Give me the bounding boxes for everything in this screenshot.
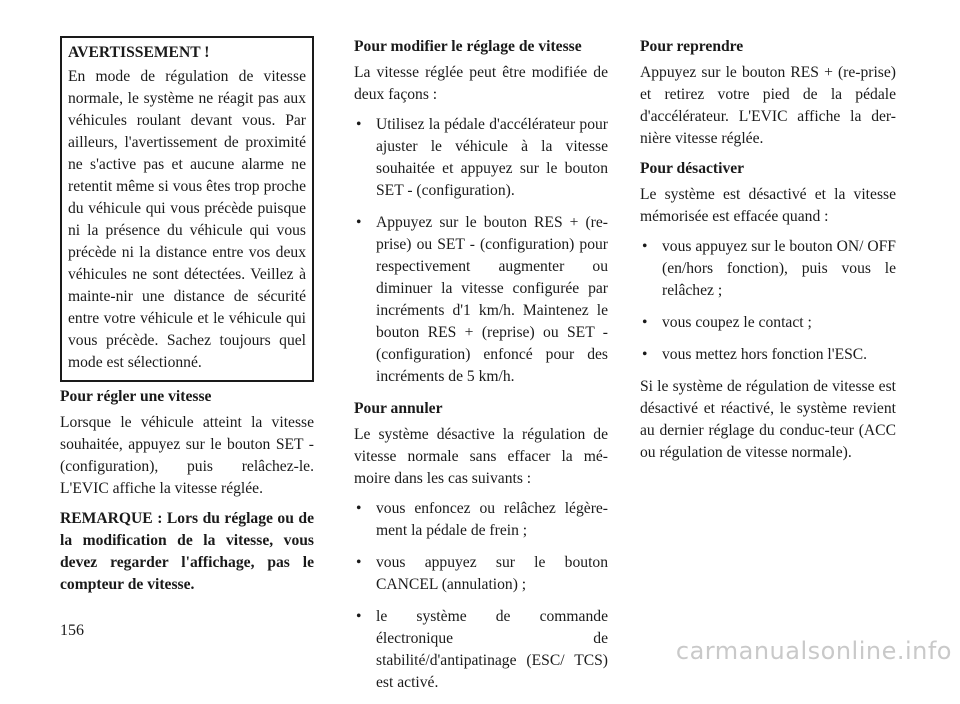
bullet-icon: • (356, 116, 362, 133)
list-item: • vous enfoncez ou relâchez légère-ment la pédale de frein ; (356, 500, 608, 539)
list-item: • Utilisez la pédale d'accélérateur pour ajuster le véhicule à la vitesse souhaitée et appuyez sur le bouton SET - (configuration). (356, 116, 608, 199)
modify-intro: La vitesse réglée peut être modifiée de deux façons : (354, 64, 608, 103)
bullet-icon: • (356, 608, 362, 625)
list-item: • vous appuyez sur le bouton CANCEL (annulation) ; (356, 554, 608, 593)
cancel-heading: Pour annuler (354, 400, 443, 417)
warning-title: AVERTISSEMENT ! (68, 44, 210, 61)
list-item: • le système de commande électronique de stabilité/d'antipatinage (ESC/ TCS) est activé. (356, 608, 608, 691)
list-item: • Appuyez sur le bouton RES + (re-prise) ou SET - (configuration) pour respectivement augmenter ou diminuer la vitesse configurée par incréments d'1 km/h. Maintenez le bouton RES + (reprise) ou SET - (configuration) enfoncé pour des incréments de 5 km/h. (356, 214, 608, 385)
page-number: 156 (60, 622, 84, 639)
resume-heading: Pour reprendre (640, 38, 744, 55)
set-speed-heading: Pour régler une vitesse (60, 388, 212, 405)
list-item: • vous coupez le contact ; (640, 312, 896, 334)
column-middle (354, 36, 608, 704)
list-item: • vous mettez hors fonction l'ESC. (640, 344, 896, 366)
deactivate-list (640, 236, 896, 366)
set-speed-note: REMARQUE : Lors du réglage ou de la modification de la vitesse, vous devez regarder l'affichage, pas le compteur de vitesse. (60, 510, 314, 593)
column-right (640, 36, 896, 472)
warning-text: En mode de régulation de vitesse normale, le système ne réagit pas aux véhicules roulant devant vous. Par ailleurs, l'avertissement de proximité ne s'active pas et aucune alarme ne retentit même si vous êtes trop proche du véhicule qui vous précède puisque ni la présence du véhicule qui vous précède ni la distance entre vos deux véhicules ne sont détectées. Veillez à mainte-nir une distance de sécurité entre votre véhicule et le véhicule qui vous précède. Sachez toujours quel mode est sélectionné. (68, 68, 306, 371)
set-speed-text: Lorsque le véhicule atteint la vitesse souhaitée, appuyez sur le bouton SET - (configuration), puis relâchez-le. L'EVIC affiche la vitesse réglée. (60, 414, 314, 497)
resume-text: Appuyez sur le bouton RES + (re-prise) et retirez votre pied de la pédale d'accélérateur. L'EVIC affiche la der-nière vitesse réglée. (640, 64, 896, 147)
warning-box (60, 36, 314, 382)
bullet-icon: • (356, 554, 362, 571)
deactivate-closing: Si le système de régulation de vitesse est désactivé et réactivé, le système revient au dernier réglage du conduc-teur (ACC ou régulation de vitesse normale). (640, 378, 896, 461)
bullet-icon: • (642, 346, 648, 363)
deactivate-intro: Le système est désactivé et la vitesse mémorisée est effacée quand : (640, 186, 896, 225)
cancel-intro: Le système désactive la régulation de vitesse normale sans effacer la mé-moire dans les cas suivants : (354, 426, 608, 487)
deactivate-heading: Pour désactiver (640, 160, 745, 177)
column-left (60, 36, 314, 596)
modify-heading: Pour modifier le réglage de vitesse (354, 38, 582, 55)
list-item: • vous appuyez sur le bouton ON/ OFF (en/hors fonction), puis vous le relâchez ; (642, 238, 896, 299)
bullet-icon: • (356, 500, 362, 517)
bullet-icon: • (642, 238, 648, 255)
bullet-icon: • (356, 214, 362, 231)
modify-list (354, 114, 608, 388)
cancel-list (354, 498, 608, 694)
bullet-icon: • (642, 314, 648, 331)
watermark-logo[interactable]: carmanualsonline.info (675, 637, 952, 665)
